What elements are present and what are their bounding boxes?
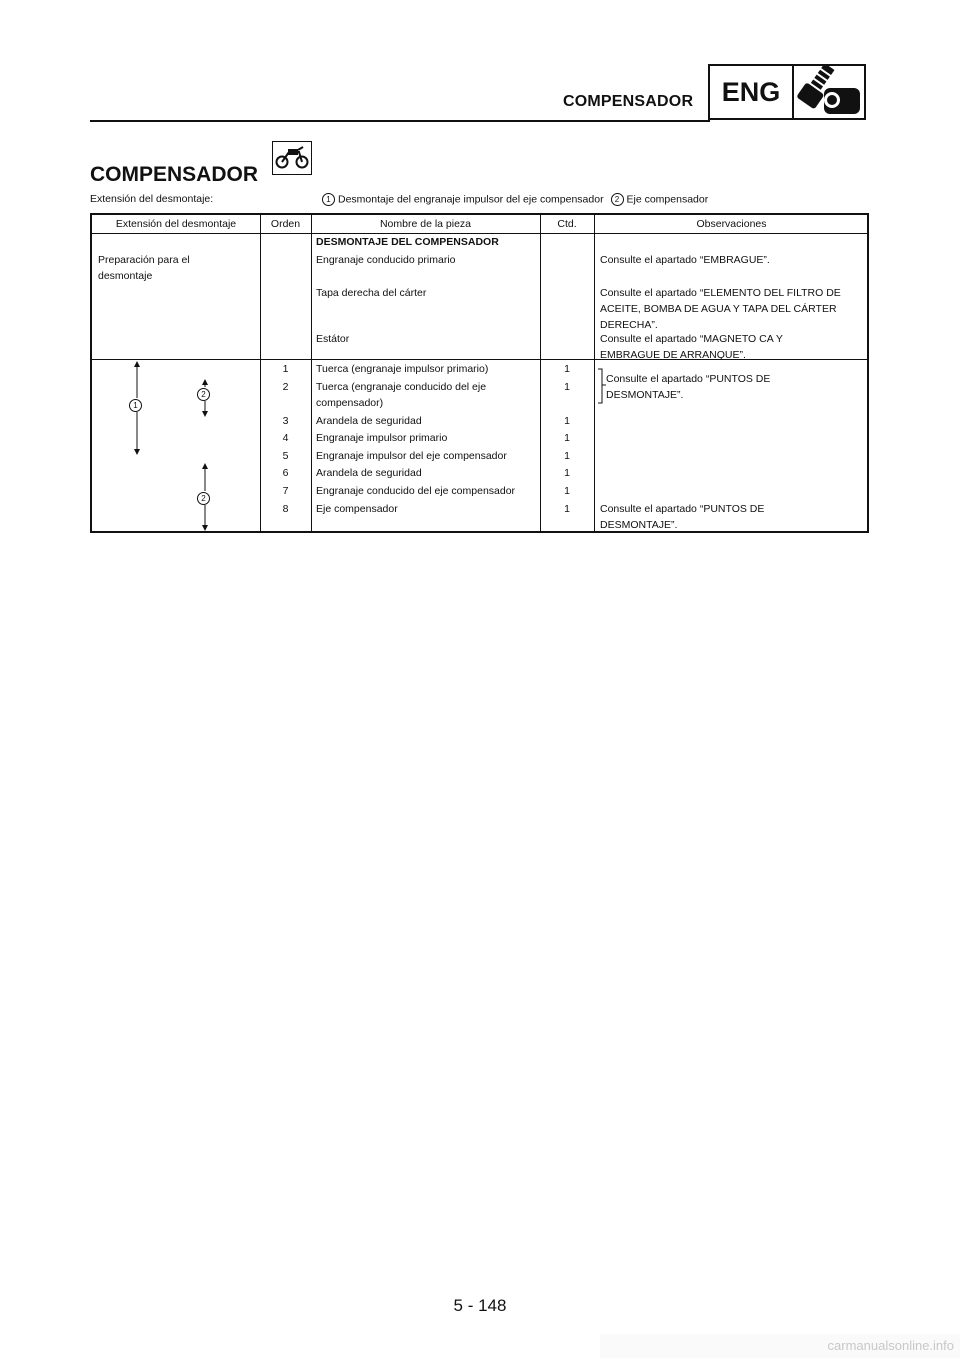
motorcycle-icon	[272, 141, 312, 175]
row-6-order: 6	[282, 467, 289, 479]
row-4-qty: 1	[564, 432, 570, 444]
group-title: DESMONTAJE DEL COMPENSADOR	[316, 236, 499, 248]
extent-label: Extensión del desmontaje:	[90, 193, 214, 205]
eng-badge: ENG	[721, 76, 781, 107]
range-marker-2b: 2	[197, 491, 211, 505]
prep-notes-2: Consulte el apartado “ELEMENTO DEL FILTRO DE ACEITE, BOMBA DE AGUA Y TAPA DEL CÁRTER DERECHA”.	[600, 287, 841, 331]
row-8-order: 8	[282, 503, 289, 515]
col-header-qty: Ctd.	[557, 218, 577, 230]
page-title: COMPENSADOR	[90, 163, 259, 186]
watermark: carmanualsonline.info	[827, 1338, 954, 1353]
row-8-part: Eje compensador	[316, 503, 398, 515]
range-marker-1: 1	[129, 398, 143, 412]
row-7-order: 7	[282, 485, 289, 497]
disassembly-table	[90, 213, 869, 533]
row-6-qty: 1	[564, 467, 570, 479]
row-8-notes: Consulte el apartado “PUNTOS DE DESMONTAJE”.	[600, 503, 765, 531]
row-5-order: 5	[282, 450, 289, 462]
row-2-part: Tuerca (engranaje conducido del eje compensador)	[316, 381, 487, 409]
prep-notes-1: Consulte el apartado “EMBRAGUE”.	[600, 254, 770, 266]
prep-part-3: Estátor	[316, 333, 350, 345]
extent-item-2: Eje compensador	[626, 193, 709, 206]
row-7-qty: 1	[564, 485, 570, 497]
header-badge-box	[708, 64, 866, 120]
page-number: 5 - 148	[453, 1296, 507, 1315]
extent-item-1: Desmontaje del engranaje impulsor del eje compensador	[338, 193, 604, 206]
row-6-part: Arandela de seguridad	[316, 467, 422, 479]
row-1-qty: 1	[564, 363, 570, 375]
prep-part-1: Engranaje conducido primario	[316, 254, 456, 266]
prep-label: Preparación para el desmontaje	[98, 254, 190, 282]
extent-definition	[322, 193, 708, 206]
header-section-title: COMPENSADOR	[563, 93, 694, 110]
row-3-part: Arandela de seguridad	[316, 415, 422, 427]
row-8-qty: 1	[564, 503, 570, 515]
col-header-extent: Extensión del desmontaje	[115, 218, 237, 230]
engine-tool-icon	[794, 66, 864, 118]
header-rule	[90, 120, 710, 122]
bracket-notes: Consulte el apartado “PUNTOS DE DESMONTAJE”.	[606, 373, 771, 401]
prep-notes-3: Consulte el apartado “MAGNETO CA Y EMBRAGUE DE ARRANQUE”.	[600, 333, 783, 361]
row-5-qty: 1	[564, 450, 570, 462]
row-7-part: Engranaje conducido del eje compensador	[316, 485, 516, 497]
row-3-qty: 1	[564, 415, 570, 427]
row-2-qty: 1	[564, 381, 570, 393]
col-header-notes: Observaciones	[696, 218, 767, 230]
row-4-order: 4	[282, 432, 289, 444]
range-marker-2a: 2	[197, 387, 211, 401]
col-header-part: Nombre de la pieza	[379, 218, 472, 230]
marker-circle-2: 2	[611, 193, 624, 206]
marker-circle-1: 1	[322, 193, 335, 206]
prep-part-2: Tapa derecha del cárter	[316, 287, 427, 299]
row-5-part: Engranaje impulsor del eje compensador	[316, 450, 507, 462]
row-1-part: Tuerca (engranaje impulsor primario)	[316, 363, 489, 375]
col-divider-2	[311, 215, 312, 531]
row-2-order: 2	[282, 381, 289, 393]
row-1-order: 1	[282, 363, 289, 375]
row-4-part: Engranaje impulsor primario	[316, 432, 448, 444]
col-header-order: Orden	[270, 218, 301, 230]
row-3-order: 3	[282, 415, 289, 427]
